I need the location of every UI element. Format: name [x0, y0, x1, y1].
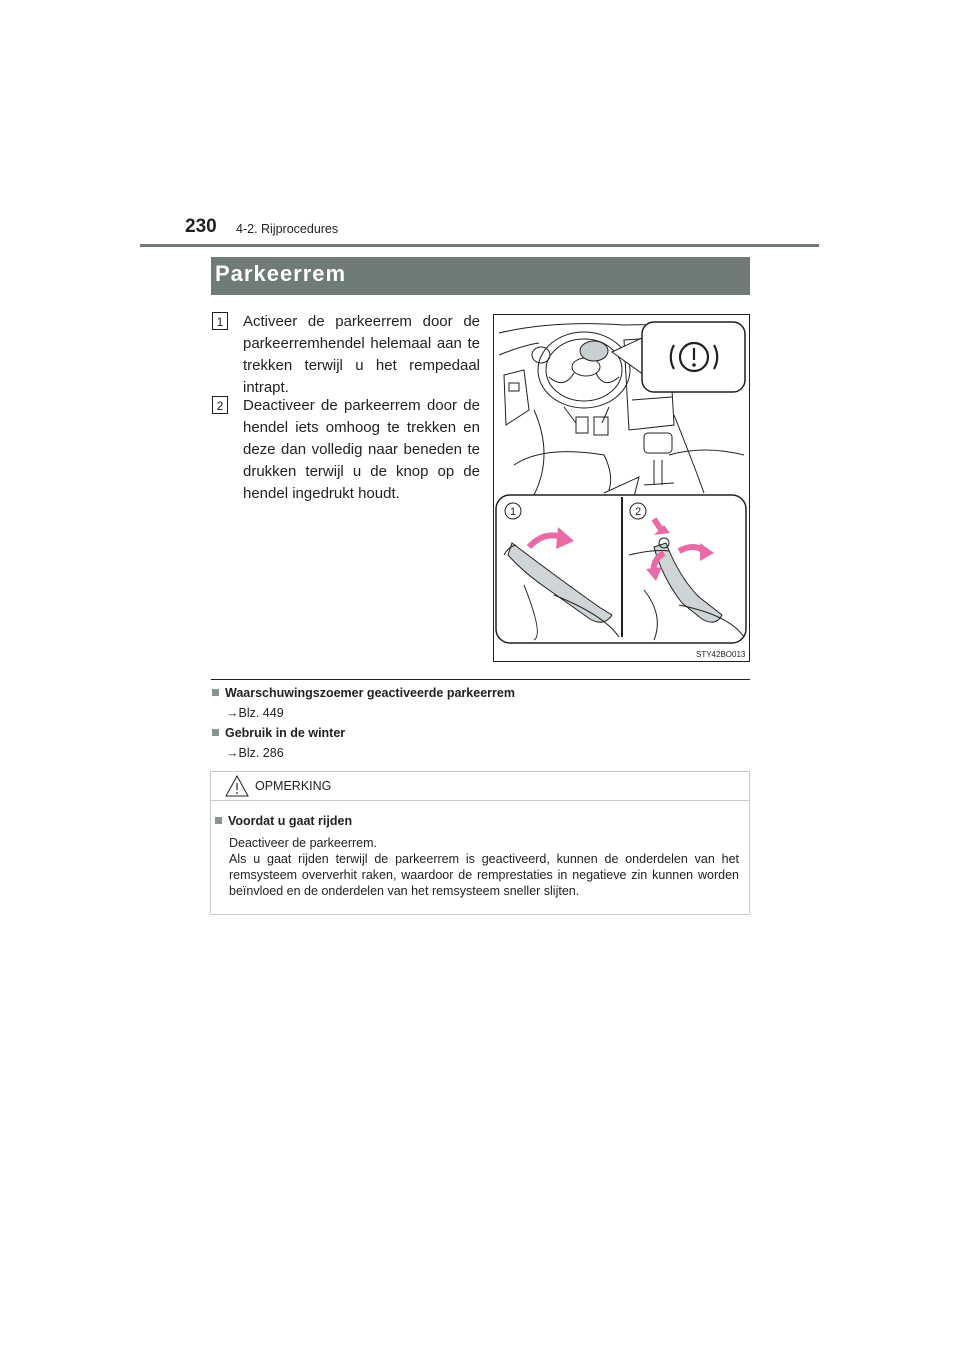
- caution-body: Als u gaat rijden terwijl de parkeerrem is geactiveerd, kunnen de onderdelen van het remsysteem oververhit raken, waardoor de remprestaties in negatieve zin kunnen worden beïnvloed en de onderdelen van het remsysteem sneller slijten.: [229, 852, 739, 898]
- page-title: Parkeerrem: [215, 261, 347, 286]
- callout-2: 2: [634, 506, 642, 518]
- step-2: [212, 395, 480, 505]
- note-title-winter-use: [212, 726, 345, 740]
- bullet-square-icon: [215, 817, 222, 824]
- notes-rule: [211, 679, 750, 680]
- step-1: [212, 311, 480, 399]
- callout-1: 1: [509, 506, 517, 518]
- section-path: 4-2. Rijprocedures: [236, 222, 339, 236]
- note-ref-warning-buzzer: →Blz. 449: [226, 706, 284, 720]
- step-2-text: Deactiveer de parkeerrem door de hendel iets omhoog te trekken en deze dan volledig naar beneden te drukken terwijl u de knop op de hendel ingedrukt houdt.: [243, 397, 480, 502]
- note-title-text: Gebruik in de winter: [225, 726, 346, 740]
- note-title-warning-buzzer: [212, 686, 515, 700]
- bullet-square-icon: [212, 729, 219, 736]
- note-title-text: Waarschuwingszoemer geactiveerde parkeerrem: [225, 686, 515, 700]
- caution-line-1: Deactiveer de parkeerrem.: [229, 836, 377, 850]
- caution-subtitle: [215, 814, 352, 828]
- step-1-text: Activeer de parkeerrem door de parkeerremhendel helemaal aan te trekken terwijl u het rempedaal intrapt.: [243, 313, 480, 396]
- illustration-svg: [494, 315, 750, 662]
- caution-subtitle-text: Voordat u gaat rijden: [228, 814, 353, 828]
- caution-label: OPMERKING: [255, 779, 332, 793]
- note-ref-winter-use: →Blz. 286: [226, 746, 284, 760]
- header-rule: [140, 244, 819, 247]
- bullet-square-icon: [212, 689, 219, 696]
- caution-text: [229, 835, 739, 899]
- step-1-number: 1: [212, 312, 228, 330]
- figure-code: STY42BO013: [696, 650, 746, 659]
- page-number: 230: [185, 216, 217, 237]
- title-bar: [211, 257, 750, 295]
- warning-triangle-icon: [225, 774, 249, 798]
- parking-brake-illustration: [493, 314, 750, 662]
- step-2-number: 2: [212, 396, 228, 414]
